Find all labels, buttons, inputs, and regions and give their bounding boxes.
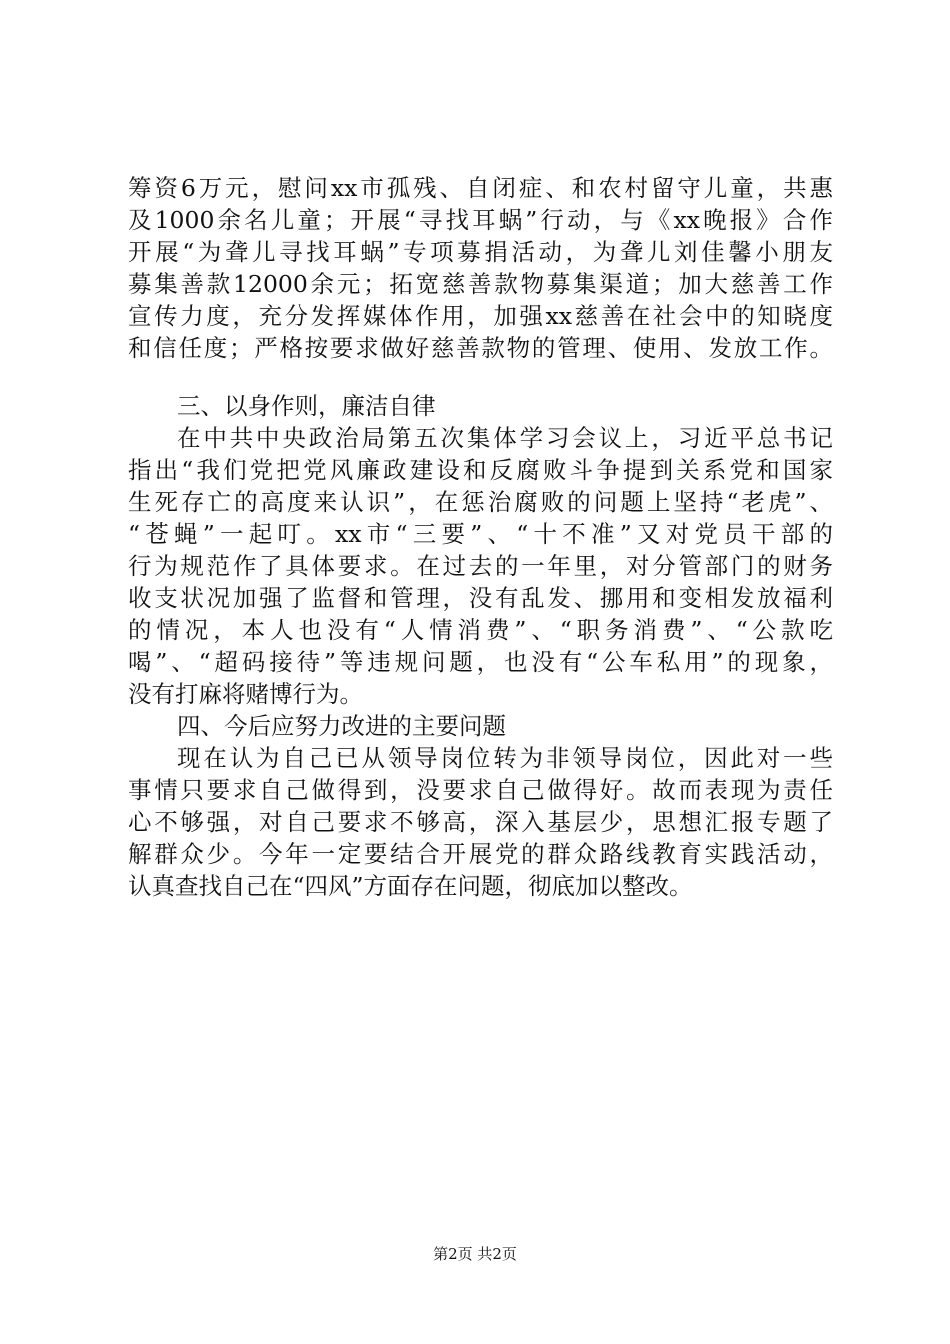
- paragraph-line: 及1000余名儿童；开展“寻找耳蜗”行动，与《xx晚报》合作: [128, 206, 833, 234]
- paragraph-line: 开展“为聋儿寻找耳蜗”专项募捐活动，为聋儿刘佳馨小朋友: [128, 238, 833, 266]
- paragraph-line: 在中共中央政治局第五次集体学习会议上，习近平总书记: [177, 424, 833, 452]
- paragraph-line: 生死存亡的高度来认识”，在惩治腐败的问题上坚持“老虎”、: [128, 488, 833, 516]
- paragraph-line: 指出“我们党把党风廉政建设和反腐败斗争提到关系党和国家: [128, 456, 833, 484]
- paragraph-line: 筹资6万元，慰问xx市孤残、自闭症、和农村留守儿童，共惠: [128, 174, 833, 202]
- page-number-footer: 第2页 共2页: [433, 1245, 517, 1263]
- paragraph-line: 心不够强，对自己要求不够高，深入基层少，思想汇报专题了: [128, 808, 833, 836]
- paragraph-line: 和信任度；严格按要求做好慈善款物的管理、使用、发放工作。: [128, 334, 833, 362]
- paragraph-line: 认真查找自己在“四风”方面存在问题，彻底加以整改。: [128, 872, 693, 900]
- paragraph-line: 募集善款12000余元；拓宽慈善款物募集渠道；加大慈善工作: [128, 270, 833, 298]
- paragraph-line: 行为规范作了具体要求。在过去的一年里，对分管部门的财务: [128, 552, 833, 580]
- paragraph-line: 事情只要求自己做得到，没要求自己做得好。故而表现为责任: [128, 776, 833, 804]
- paragraph-line: 的情况，本人也没有“人情消费”、“职务消费”、“公款吃: [128, 616, 833, 644]
- paragraph-line: 宣传力度，充分发挥媒体作用，加强xx慈善在社会中的知晓度: [128, 302, 833, 330]
- section-heading: 三、以身作则，廉洁自律: [177, 392, 436, 420]
- section-heading: 四、今后应努力改进的主要问题: [177, 712, 506, 740]
- paragraph-line: 喝”、“超码接待”等违规问题，也没有“公车私用”的现象，: [128, 648, 833, 676]
- paragraph-line: 没有打麻将赌博行为。: [128, 680, 363, 708]
- paragraph-line: 收支状况加强了监督和管理，没有乱发、挪用和变相发放福利: [128, 584, 833, 612]
- paragraph-line: “苍蝇”一起叮。xx市“三要”、“十不准”又对党员干部的: [128, 520, 833, 548]
- paragraph-line: 解群众少。今年一定要结合开展党的群众路线教育实践活动，: [128, 840, 833, 868]
- paragraph-line: 现在认为自己已从领导岗位转为非领导岗位，因此对一些: [177, 744, 833, 772]
